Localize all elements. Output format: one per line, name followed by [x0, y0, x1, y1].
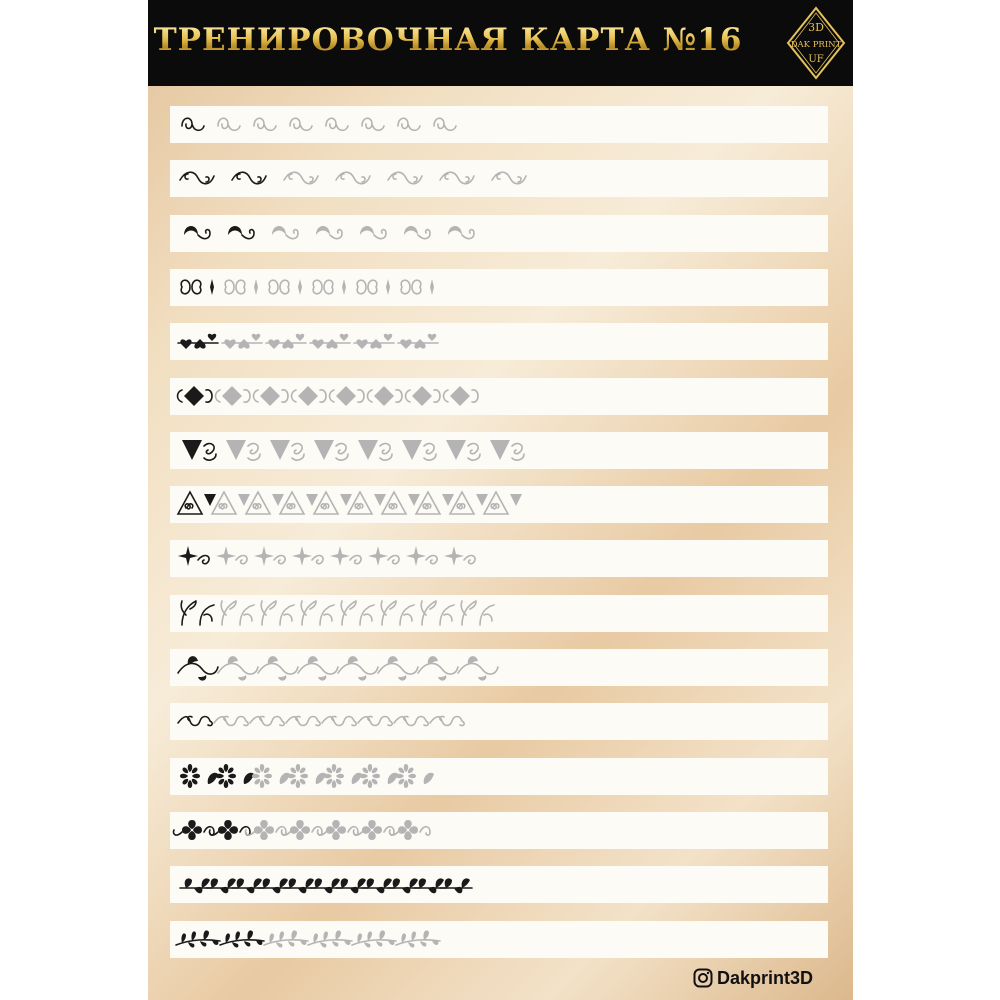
heart-star-icon [401, 279, 434, 295]
wave-scroll-icon [492, 173, 526, 185]
wave-scroll-icon [388, 173, 422, 185]
leaf-swirl-icon [184, 226, 210, 239]
wave-scroll-icon [336, 173, 370, 185]
heart-star-icon [225, 279, 258, 295]
leaf-swirl-border-drawing [170, 215, 828, 252]
heart-vine-icon [310, 334, 350, 349]
leaf-garland-border [170, 866, 828, 903]
antler-scroll-icon [421, 601, 454, 625]
leaf-swirl-icon [360, 226, 386, 239]
wave-scroll-border [170, 160, 828, 197]
leaf-swirl-icon [404, 226, 430, 239]
clover-swirl-icon [245, 820, 286, 840]
clover-swirl-icon [281, 820, 322, 840]
diamond-scroll-icon [368, 386, 403, 406]
star-swirl-icon [330, 546, 361, 566]
instagram-handle: Dakprint3D [717, 967, 814, 988]
heart-vine-icon [266, 334, 306, 349]
diamond-scroll-border-drawing [170, 378, 828, 415]
antler-scroll-icon [181, 601, 214, 625]
heart-vine-icon [178, 334, 218, 349]
pattern-rows [148, 0, 853, 1000]
antler-scroll-icon [301, 601, 334, 625]
leaf-wave-icon [338, 656, 378, 681]
star-swirl-icon [254, 546, 285, 566]
swirl-curl-icon [434, 118, 456, 130]
triangle-scroll-border [170, 432, 828, 469]
swirl-curl-icon [290, 118, 312, 130]
leaf-garland-icon [440, 879, 472, 894]
flower-leaf-icon [324, 764, 362, 788]
heart-star-icon [269, 279, 302, 295]
triangle-scroll-icon [182, 440, 216, 460]
star-swirl-icon [216, 546, 247, 566]
triangle-swirl-icon [212, 492, 250, 514]
leaf-garland-icon [206, 879, 238, 894]
heart-vine-icon [398, 334, 438, 349]
triangle-scroll-icon [490, 440, 524, 460]
leaf-swirl-border [170, 215, 828, 252]
small-curl-icon [286, 717, 320, 726]
wave-scroll-icon [284, 173, 318, 185]
heart-star-border [170, 269, 828, 306]
clover-swirl-icon [209, 820, 250, 840]
leaf-wave-icon [458, 656, 498, 681]
leaf-garland-icon [362, 879, 394, 894]
leaf-swirl-icon [272, 226, 298, 239]
star-swirl-icon [178, 546, 209, 566]
flower-leaf-icon [180, 764, 218, 788]
triangle-swirl-icon [280, 492, 318, 514]
instagram-icon [693, 968, 713, 988]
leaf-garland-icon [414, 879, 446, 894]
wave-scroll-border-drawing [170, 160, 828, 197]
laurel-icon [264, 930, 308, 947]
diamond-scroll-icon [216, 386, 251, 406]
diamond-scroll-icon [444, 386, 479, 406]
clover-swirl-icon [317, 820, 358, 840]
laurel-icon [220, 930, 264, 947]
leaf-wave-border [170, 649, 828, 686]
leaf-garland-icon [284, 879, 316, 894]
laurel-border-drawing [170, 921, 828, 958]
triangle-scroll-icon [270, 440, 304, 460]
small-curl-icon [394, 717, 428, 726]
leaf-wave-icon [178, 656, 218, 681]
triangle-scroll-border-drawing [170, 432, 828, 469]
star-swirl-icon [368, 546, 399, 566]
laurel-icon [308, 930, 352, 947]
flower-leaf-border [170, 758, 828, 795]
triangle-swirl-border-drawing [170, 486, 828, 523]
diamond-scroll-icon [406, 386, 441, 406]
star-swirl-icon [292, 546, 323, 566]
laurel-border [170, 921, 828, 958]
triangle-swirl-icon [416, 492, 454, 514]
small-curl-icon [178, 717, 212, 726]
wave-scroll-icon [180, 173, 214, 185]
leaf-garland-icon [336, 879, 368, 894]
leaf-garland-icon [258, 879, 290, 894]
flower-leaf-icon [396, 764, 434, 788]
star-swirl-icon [406, 546, 437, 566]
leaf-wave-icon [418, 656, 458, 681]
heart-star-icon [357, 279, 390, 295]
triangle-swirl-border [170, 486, 828, 523]
diamond-scroll-icon [254, 386, 289, 406]
swirl-curl-icon [362, 118, 384, 130]
triangle-swirl-icon [246, 492, 284, 514]
flower-leaf-icon [288, 764, 326, 788]
small-curl-border [170, 703, 828, 740]
triangle-swirl-icon [314, 492, 352, 514]
heart-star-border-drawing [170, 269, 828, 306]
wave-scroll-icon [232, 173, 266, 185]
antler-scroll-border [170, 595, 828, 632]
triangle-swirl-icon [484, 492, 522, 514]
leaf-wave-icon [378, 656, 418, 681]
small-curl-icon [430, 717, 464, 726]
triangle-scroll-icon [402, 440, 436, 460]
training-card [148, 0, 853, 1000]
page-title: ТРЕНИРОВОЧНАЯ КАРТА №16 [148, 22, 748, 58]
antler-scroll-icon [221, 601, 254, 625]
heart-vine-border-drawing [170, 323, 828, 360]
swirl-curl-icon [218, 118, 240, 130]
diamond-scroll-icon [178, 386, 213, 406]
small-curl-icon [214, 717, 248, 726]
triangle-swirl-icon [348, 492, 386, 514]
footer [693, 965, 813, 991]
clover-swirl-border [170, 812, 828, 849]
swirl-curl-icon [326, 118, 348, 130]
leaf-wave-icon [298, 656, 338, 681]
leaf-wave-icon [218, 656, 258, 681]
antler-scroll-icon [261, 601, 294, 625]
swirl-curl-icon [254, 118, 276, 130]
heart-star-icon [181, 279, 214, 295]
small-curl-icon [358, 717, 392, 726]
flower-leaf-icon [252, 764, 290, 788]
swirl-curl-icon [398, 118, 420, 130]
triangle-scroll-icon [358, 440, 392, 460]
logo-brand-text: DAK PRINT [790, 40, 842, 50]
clover-swirl-icon [389, 820, 430, 840]
clover-swirl-icon [173, 820, 214, 840]
leaf-garland-icon [310, 879, 342, 894]
star-swirl-border [170, 540, 828, 577]
diamond-scroll-border [170, 378, 828, 415]
antler-scroll-border-drawing [170, 595, 828, 632]
heart-star-icon [313, 279, 346, 295]
leaf-swirl-icon [316, 226, 342, 239]
antler-scroll-icon [461, 601, 494, 625]
logo-3d-text: 3D [808, 21, 824, 34]
clover-swirl-icon [353, 820, 394, 840]
leaf-wave-border-drawing [170, 649, 828, 686]
triangle-scroll-icon [446, 440, 480, 460]
leaf-garland-icon [232, 879, 264, 894]
leaf-garland-border-drawing [170, 866, 828, 903]
triangle-swirl-icon [382, 492, 420, 514]
heart-vine-icon [222, 334, 262, 349]
laurel-icon [352, 930, 396, 947]
diamond-scroll-icon [330, 386, 365, 406]
leaf-swirl-icon [228, 226, 254, 239]
antler-scroll-icon [381, 601, 414, 625]
leaf-garland-icon [180, 879, 212, 894]
small-curl-border-drawing [170, 703, 828, 740]
star-swirl-border-drawing [170, 540, 828, 577]
leaf-wave-icon [258, 656, 298, 681]
diamond-scroll-icon [292, 386, 327, 406]
star-swirl-icon [444, 546, 475, 566]
small-curl-icon [322, 717, 356, 726]
leaf-swirl-icon [448, 226, 474, 239]
flower-leaf-icon [360, 764, 398, 788]
laurel-icon [176, 930, 220, 947]
flower-leaf-icon [216, 764, 254, 788]
antler-scroll-icon [341, 601, 374, 625]
leaf-garland-icon [388, 879, 420, 894]
flower-leaf-border-drawing [170, 758, 828, 795]
wave-scroll-icon [440, 173, 474, 185]
triangle-swirl-icon [450, 492, 488, 514]
swirl-curl-icon [182, 118, 204, 130]
logo-uf-text: UF [808, 54, 824, 65]
triangle-swirl-icon [178, 492, 216, 514]
swirl-curl-border-drawing [170, 106, 828, 143]
heart-vine-border [170, 323, 828, 360]
triangle-scroll-icon [226, 440, 260, 460]
clover-swirl-border-drawing [170, 812, 828, 849]
triangle-scroll-icon [314, 440, 348, 460]
swirl-curl-border [170, 106, 828, 143]
small-curl-icon [250, 717, 284, 726]
laurel-icon [396, 930, 440, 947]
heart-vine-icon [354, 334, 394, 349]
